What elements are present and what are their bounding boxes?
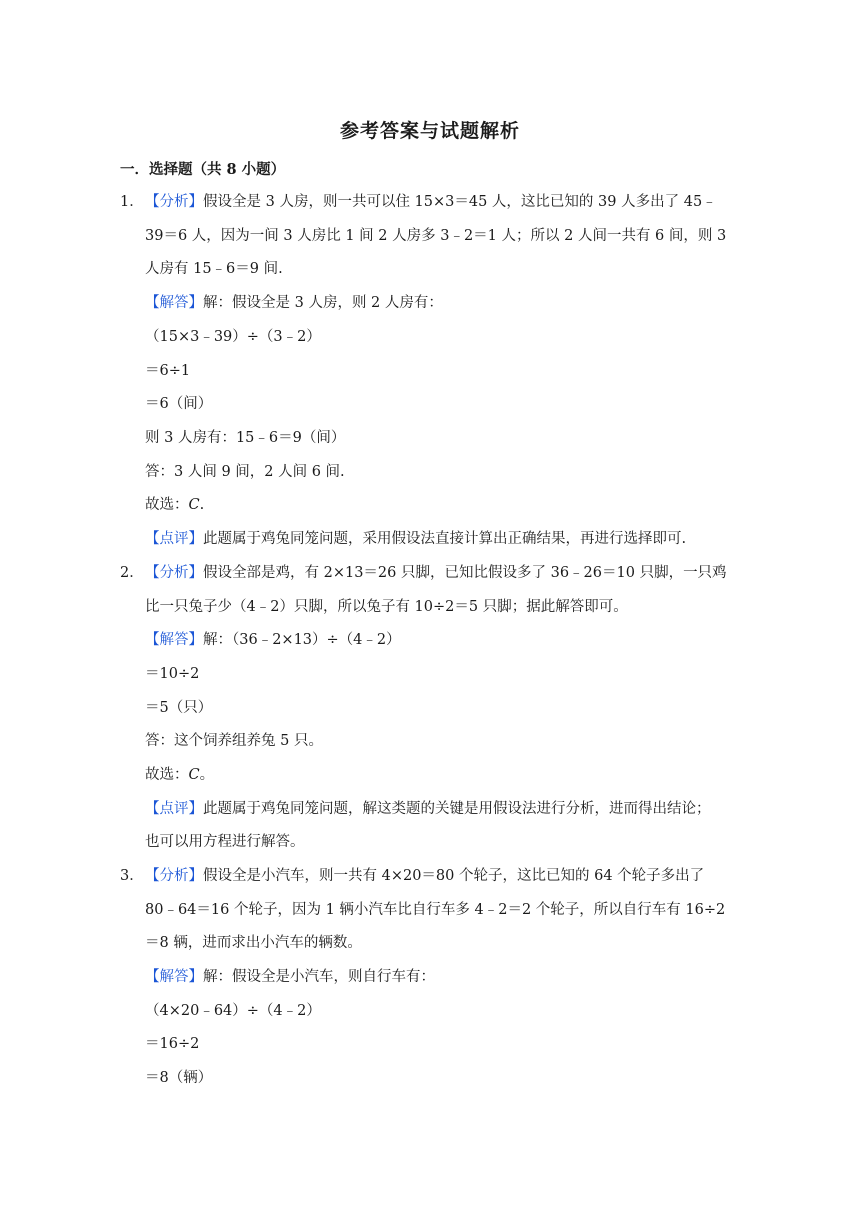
solution-text: 解：假设全是 3 人房，则 2 人房有： <box>203 295 443 311</box>
answer-choice <box>145 495 204 515</box>
answer-choice <box>145 765 214 785</box>
question-number: 2． <box>120 565 144 581</box>
solution-step: 则 3 人房有：15﹣6＝9（间） <box>145 430 346 446</box>
analysis-line <box>145 192 717 212</box>
solution-step: （4×20﹣64）÷（4﹣2） <box>145 1003 321 1019</box>
solution-line <box>145 967 435 987</box>
solution-step: 答：3 人间 9 间，2 人间 6 间. <box>145 464 345 480</box>
solution-step: ＝16÷2 <box>145 1036 200 1052</box>
solution-text: 解：假设全是小汽车，则自行车有： <box>203 969 435 985</box>
analysis-line: 80﹣64＝16 个轮子，因为 1 辆小汽车比自行车多 4﹣2＝2 个轮子，所以自行车有 16÷2 <box>145 902 726 918</box>
solution-tag: 【解答】 <box>145 969 203 985</box>
comment-text: 此题属于鸡兔同笼问题，解这类题的关键是用假设法进行分析，进而得出结论； <box>203 801 711 817</box>
analysis-tag: 【分析】 <box>145 565 203 581</box>
comment-line: 也可以用方程进行解答。 <box>145 834 305 850</box>
solution-step: ＝6（间） <box>145 396 213 412</box>
answer-suffix: 。 <box>199 767 215 783</box>
comment-line <box>145 799 711 819</box>
solution-line <box>145 630 401 650</box>
question-number: 1． <box>120 194 144 210</box>
analysis-line: 比一只兔子少（4﹣2）只脚，所以兔子有 10÷2＝5 只脚；据此解答即可。 <box>145 599 628 615</box>
section-heading: 一．选择题（共 8 小题） <box>120 161 286 178</box>
analysis-line <box>145 563 727 583</box>
analysis-line: 人房有 15﹣6＝9 间. <box>145 261 283 277</box>
answer-prefix: 故选： <box>145 497 189 513</box>
solution-step: 答：这个饲养组养兔 5 只。 <box>145 733 323 749</box>
analysis-text: 假设全部是鸡，有 2×13＝26 只脚，已知比假设多了 36﹣26＝10 只脚，一只鸡 <box>203 565 727 581</box>
comment-text: 此题属于鸡兔同笼问题，采用假设法直接计算出正确结果，再进行选择即可. <box>203 531 687 547</box>
answer-letter: C <box>188 497 200 513</box>
answer-suffix: . <box>199 497 205 513</box>
comment-tag: 【点评】 <box>145 531 203 547</box>
analysis-line: ＝8 辆，进而求出小汽车的辆数。 <box>145 935 362 951</box>
solution-step: ＝6÷1 <box>145 363 191 379</box>
analysis-text: 假设全是小汽车，则一共有 4×20＝80 个轮子，这比已知的 64 个轮子多出了 <box>203 868 705 884</box>
answer-letter: C <box>188 767 200 783</box>
analysis-line <box>145 866 704 886</box>
page-title: 参考答案与试题解析 <box>339 120 520 142</box>
solution-text: 解：（36﹣2×13）÷（4﹣2） <box>203 632 401 648</box>
solution-step: ＝8（辆） <box>145 1070 213 1086</box>
analysis-tag: 【分析】 <box>145 868 203 884</box>
solution-tag: 【解答】 <box>145 295 203 311</box>
solution-step: ＝5（只） <box>145 700 213 716</box>
solution-tag: 【解答】 <box>145 632 203 648</box>
answer-prefix: 故选： <box>145 767 189 783</box>
solution-line <box>145 293 443 313</box>
solution-step: ＝10÷2 <box>145 666 200 682</box>
analysis-line: 39＝6 人，因为一间 3 人房比 1 间 2 人房多 3﹣2＝1 人；所以 2 人间一共有 6 间，则 3 <box>145 228 727 244</box>
solution-step: （15×3﹣39）÷（3﹣2） <box>145 329 321 345</box>
question-number: 3． <box>120 868 144 884</box>
analysis-tag: 【分析】 <box>145 194 203 210</box>
analysis-text: 假设全是 3 人房，则一共可以住 15×3＝45 人，这比已知的 39 人多出了 45﹣ <box>203 194 717 210</box>
comment-line <box>145 529 686 549</box>
comment-tag: 【点评】 <box>145 801 203 817</box>
